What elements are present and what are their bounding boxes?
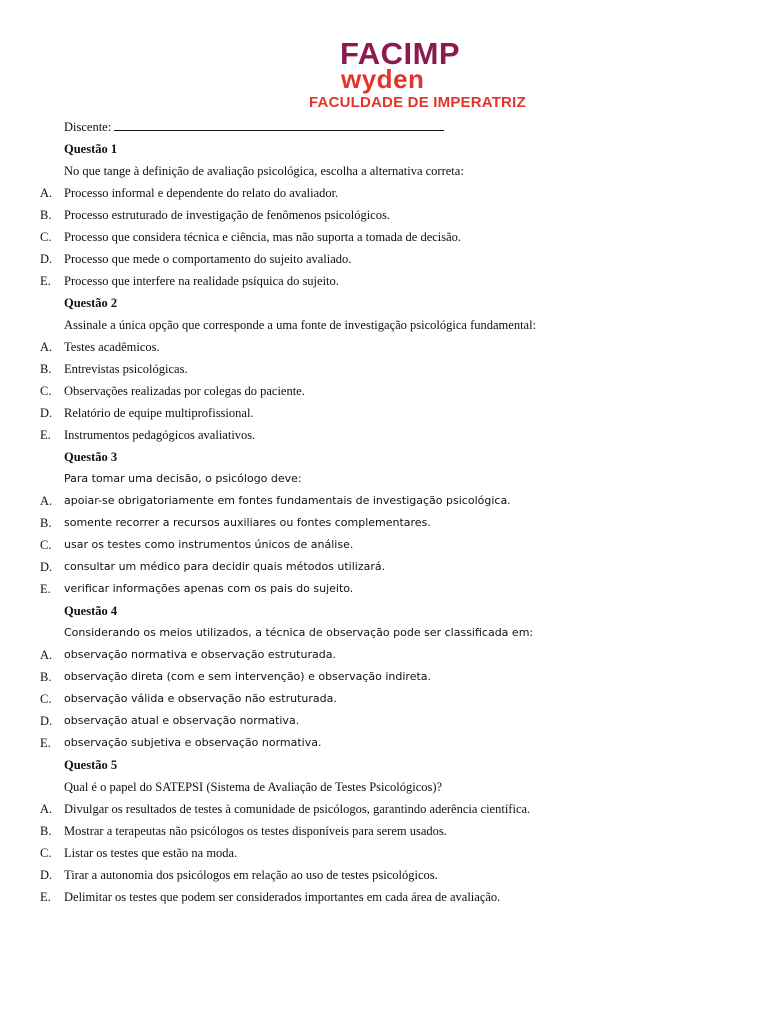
option-text: Observações realizadas por colegas do paciente.	[64, 384, 305, 398]
option-letter: A.	[40, 186, 53, 200]
option-letter: D.	[40, 714, 53, 728]
facimp-logo: FACIMP	[340, 36, 461, 71]
option-row[interactable]	[0, 732, 768, 754]
option-letter: A.	[40, 340, 53, 354]
option-row[interactable]	[0, 666, 768, 688]
option-text: Processo que considera técnica e ciência, mas não suporta a tomada de decisão.	[64, 230, 462, 244]
institution-name: FACULDADE DE IMPERATRIZ	[309, 94, 526, 111]
discente-label: Discente:	[64, 120, 112, 134]
question-title: Questão 4	[64, 604, 118, 618]
question-title: Questão 5	[64, 758, 118, 772]
option-letter: E.	[40, 428, 51, 442]
option-row[interactable]	[0, 182, 768, 204]
question-prompt: Qual é o papel do SATEPSI (Sistema de Avaliação de Testes Psicológicos)?	[64, 780, 443, 794]
option-row[interactable]	[0, 358, 768, 380]
option-row[interactable]	[0, 424, 768, 446]
option-row[interactable]	[0, 490, 768, 512]
option-row[interactable]	[0, 336, 768, 358]
option-row[interactable]	[0, 710, 768, 732]
option-letter: B.	[40, 362, 52, 376]
option-letter: E.	[40, 274, 51, 288]
option-row[interactable]	[0, 380, 768, 402]
option-text: Testes acadêmicos.	[64, 340, 160, 354]
option-row[interactable]	[0, 578, 768, 600]
option-letter: E.	[40, 736, 51, 750]
option-row[interactable]	[0, 688, 768, 710]
discente-name-field[interactable]	[114, 118, 444, 131]
option-letter: C.	[40, 692, 52, 706]
option-row[interactable]	[0, 798, 768, 820]
option-text: Relatório de equipe multiprofissional.	[64, 406, 254, 420]
question-prompt: Considerando os meios utilizados, a técnica de observação pode ser classificada em:	[64, 626, 534, 639]
option-letter: B.	[40, 516, 52, 530]
question-prompt: No que tange à definição de avaliação psicológica, escolha a alternativa correta:	[64, 164, 464, 178]
option-text: Tirar a autonomia dos psicólogos em relação ao uso de testes psicológicos.	[64, 868, 438, 882]
option-text: Processo informal e dependente do relato do avaliador.	[64, 186, 339, 200]
option-row[interactable]	[0, 512, 768, 534]
option-letter: C.	[40, 384, 52, 398]
question-prompt: Para tomar uma decisão, o psicólogo deve:	[64, 472, 302, 485]
option-text: Processo estruturado de investigação de fenômenos psicológicos.	[64, 208, 390, 222]
wyden-logo: wyden	[341, 64, 425, 94]
option-text: Divulgar os resultados de testes à comunidade de psicólogos, garantindo aderência científica.	[64, 802, 531, 816]
option-letter: C.	[40, 846, 52, 860]
option-text: Instrumentos pedagógicos avaliativos.	[64, 428, 256, 442]
question-title: Questão 1	[64, 142, 118, 156]
option-letter: B.	[40, 208, 52, 222]
option-text: consultar um médico para decidir quais métodos utilizará.	[64, 560, 386, 573]
option-text: somente recorrer a recursos auxiliares ou fontes complementares.	[64, 516, 431, 529]
option-text: observação normativa e observação estruturada.	[64, 648, 336, 661]
option-row[interactable]	[0, 556, 768, 578]
option-row[interactable]	[0, 248, 768, 270]
option-text: observação subjetiva e observação normativa.	[64, 736, 322, 749]
option-letter: B.	[40, 824, 52, 838]
option-text: observação direta (com e sem intervenção) e observação indireta.	[64, 670, 432, 683]
option-letter: A.	[40, 494, 53, 508]
option-text: apoiar-se obrigatoriamente em fontes fundamentais de investigação psicológica.	[64, 494, 511, 507]
option-letter: D.	[40, 406, 53, 420]
question-title: Questão 2	[64, 296, 118, 310]
option-row[interactable]	[0, 226, 768, 248]
option-text: Listar os testes que estão na moda.	[64, 846, 238, 860]
option-text: Processo que interfere na realidade psíquica do sujeito.	[64, 274, 339, 288]
option-text: Processo que mede o comportamento do sujeito avaliado.	[64, 252, 352, 266]
option-letter: A.	[40, 802, 53, 816]
option-text: observação válida e observação não estruturada.	[64, 692, 337, 705]
option-letter: E.	[40, 582, 51, 596]
option-letter: C.	[40, 230, 52, 244]
option-row[interactable]	[0, 534, 768, 556]
option-letter: A.	[40, 648, 53, 662]
option-text: Delimitar os testes que podem ser considerados importantes em cada área de avaliação.	[64, 890, 501, 904]
discente-line	[0, 116, 768, 138]
option-row[interactable]	[0, 886, 768, 908]
option-text: verificar informações apenas com os pais do sujeito.	[64, 582, 354, 595]
option-text: Mostrar a terapeutas não psicólogos os testes disponíveis para serem usados.	[64, 824, 447, 838]
option-row[interactable]	[0, 644, 768, 666]
option-letter: D.	[40, 252, 53, 266]
option-row[interactable]	[0, 270, 768, 292]
header	[0, 38, 768, 118]
option-letter: D.	[40, 560, 53, 574]
option-letter: D.	[40, 868, 53, 882]
option-text: observação atual e observação normativa.	[64, 714, 300, 727]
option-row[interactable]	[0, 820, 768, 842]
option-text: Entrevistas psicológicas.	[64, 362, 188, 376]
question-title: Questão 3	[64, 450, 118, 464]
option-text: usar os testes como instrumentos únicos de análise.	[64, 538, 354, 551]
option-letter: E.	[40, 890, 51, 904]
question-prompt: Assinale a única opção que corresponde a uma fonte de investigação psicológica fundamental:	[64, 318, 537, 332]
option-row[interactable]	[0, 864, 768, 886]
option-row[interactable]	[0, 842, 768, 864]
option-row[interactable]	[0, 402, 768, 424]
option-letter: C.	[40, 538, 52, 552]
option-row[interactable]	[0, 204, 768, 226]
option-letter: B.	[40, 670, 52, 684]
exam-content	[0, 116, 768, 908]
